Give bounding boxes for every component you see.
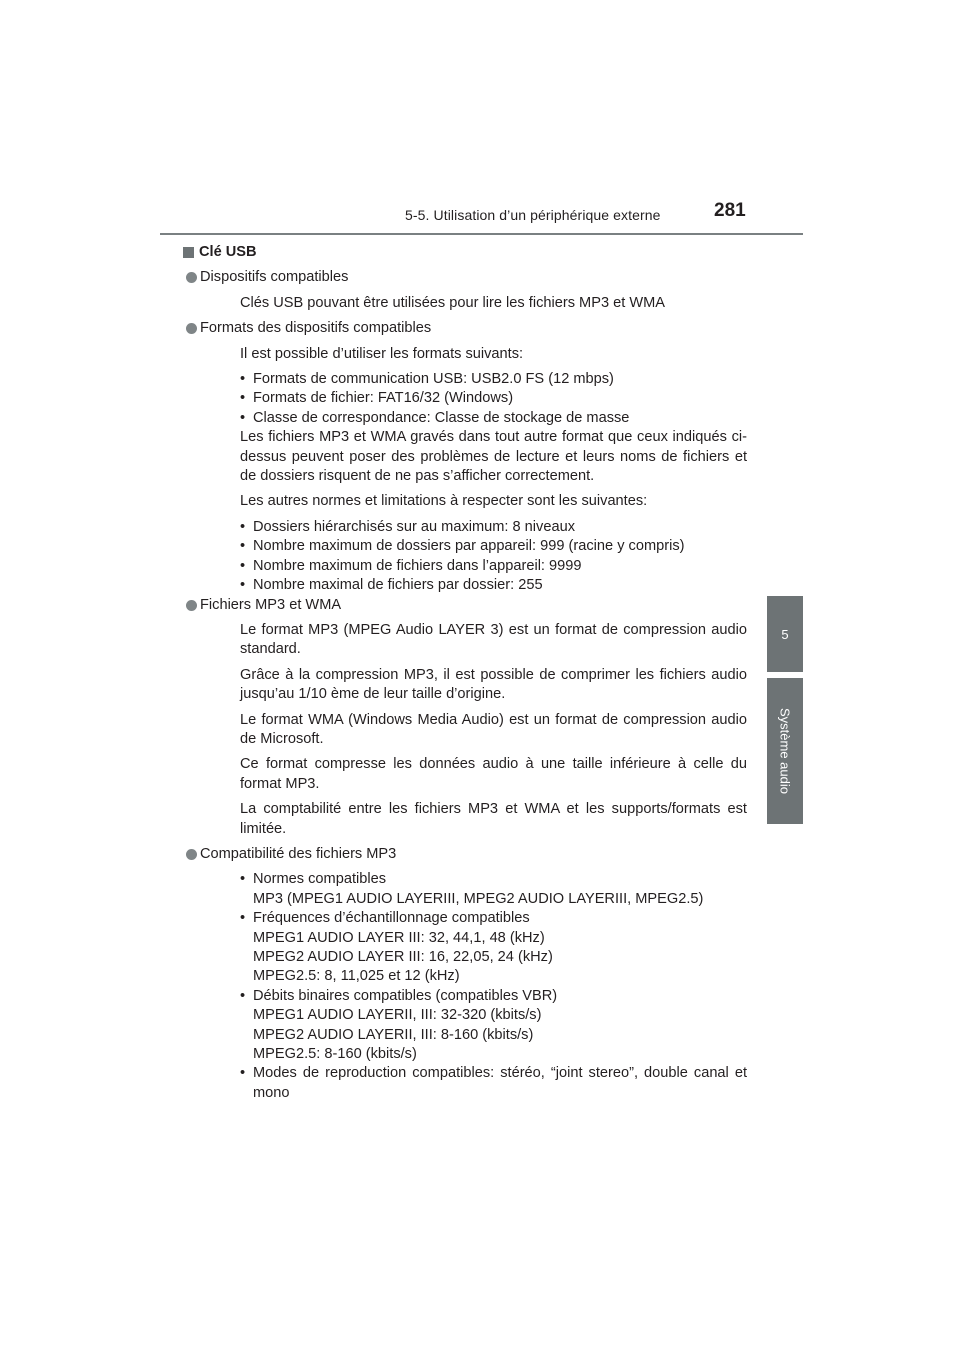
header-divider: [160, 233, 803, 235]
list-item-text: Nombre maximum de dossiers par appareil: 999 (racine y compris): [253, 538, 685, 555]
list-item-label: Fréquences d’échantillonnage compatibles: [253, 910, 530, 927]
paragraph: Le format WMA (Windows Media Audio) est un format de compression audio de Microsoft.: [240, 711, 747, 747]
dot-bullet-icon: •: [240, 371, 246, 388]
bullet-list: [200, 870, 747, 1103]
page-body: [200, 243, 747, 1103]
list-item-detail: MPEG2 AUDIO LAYER III: 16, 22,05, 24 (kHz): [253, 949, 553, 965]
dot-bullet-icon: •: [240, 910, 246, 927]
dot-bullet-icon: •: [240, 538, 246, 555]
chapter-number: 5: [781, 627, 789, 642]
paragraph: Ce format compresse les données audio à une taille inférieure à celle du format MP3.: [240, 756, 747, 792]
circle-bullet-icon: [186, 600, 197, 611]
chapter-tab-label: [767, 678, 803, 824]
list-item: [240, 389, 747, 408]
list-item-text: Formats de fichier: FAT16/32 (Windows): [253, 390, 514, 407]
paragraph: Le format MP3 (MPEG Audio LAYER 3) est un format de compression audio standard.: [240, 621, 747, 658]
list-item-text: Nombre maximum de fichiers dans l’appareil: 9999: [253, 557, 582, 574]
topic-item: [200, 268, 747, 287]
dot-bullet-icon: •: [240, 1065, 246, 1082]
dot-bullet-icon: •: [240, 409, 246, 426]
list-item-text: Dossiers hiérarchisés sur au maximum: 8 niveaux: [253, 518, 575, 535]
list-item-text: Classe de correspondance: Classe de stockage de masse: [253, 409, 630, 426]
dot-bullet-icon: •: [240, 577, 246, 594]
dot-bullet-icon: •: [240, 871, 246, 888]
paragraph: Il est possible d’utiliser les formats suivants:: [240, 345, 524, 362]
list-item: [240, 557, 747, 576]
page-number: 281: [714, 200, 746, 221]
dot-bullet-icon: •: [240, 518, 246, 535]
square-bullet-icon: [183, 247, 194, 258]
list-item-detail: MPEG1 AUDIO LAYERII, III: 32-320 (kbits/s): [253, 1007, 542, 1024]
list-item: [240, 518, 747, 537]
topic-item: [200, 845, 747, 864]
topic-title: Formats des dispositifs compatibles: [200, 320, 432, 337]
circle-bullet-icon: [186, 849, 197, 860]
list-item: [240, 537, 747, 556]
topic-item: [200, 319, 747, 338]
list-item: [240, 409, 747, 428]
topic-title: Dispositifs compatibles: [200, 269, 349, 286]
running-header-section-title: 5-5. Utilisation d’un périphérique externe: [405, 207, 661, 223]
paragraph: Les fichiers MP3 et WMA gravés dans tout autre format que ceux indiqués ci-dessus peuvent poser des problèmes de lecture et leurs noms de fichiers et de dossiers risquent de ne pas s’afficher correctement.: [240, 429, 747, 485]
list-item-label: Modes de reproduction compatibles: stéréo, “joint stereo”, double canal et mono: [253, 1065, 747, 1101]
list-item-text: Formats de communication USB: USB2.0 FS (12 mbps): [253, 371, 614, 388]
list-item-label: Normes compatibles: [253, 871, 387, 888]
dot-bullet-icon: •: [240, 390, 246, 407]
bullet-list: [200, 370, 747, 428]
section-heading-text: Clé USB: [199, 244, 257, 260]
dot-bullet-icon: •: [240, 557, 246, 574]
topic-item: [200, 596, 747, 615]
list-item-detail: MPEG2.5: 8-160 (kbits/s): [253, 1046, 417, 1063]
list-item: [240, 576, 747, 595]
topic-title: Compatibilité des fichiers MP3: [200, 845, 397, 862]
topic-title: Fichiers MP3 et WMA: [200, 596, 342, 613]
paragraph: Les autres normes et limitations à respecter sont les suivantes:: [240, 493, 648, 510]
list-item: [240, 1064, 747, 1103]
list-item: [240, 987, 747, 1065]
list-item: [240, 370, 747, 389]
section-heading: [183, 243, 747, 262]
list-item-label: Débits binaires compatibles (compatibles VBR): [253, 987, 558, 1004]
list-item: [240, 870, 747, 909]
paragraph: La comptabilité entre les fichiers MP3 et WMA et les supports/formats est limitée.: [240, 801, 747, 837]
list-item: [240, 909, 747, 987]
paragraph: Clés USB pouvant être utilisées pour lire les fichiers MP3 et WMA: [240, 294, 666, 311]
list-item-detail: MPEG2.5: 8, 11,025 et 12 (kHz): [253, 968, 460, 985]
dot-bullet-icon: •: [240, 987, 246, 1004]
chapter-tab-number: [767, 596, 803, 672]
chapter-title: Système audio: [777, 708, 793, 794]
list-item-detail: MPEG2 AUDIO LAYERII, III: 8-160 (kbits/s): [253, 1026, 534, 1043]
list-item-detail: MPEG1 AUDIO LAYER III: 32, 44,1, 48 (kHz): [253, 929, 545, 946]
bullet-list: [200, 518, 747, 596]
list-item-text: Nombre maximal de fichiers par dossier: 255: [253, 577, 543, 594]
list-item-detail: MP3 (MPEG1 AUDIO LAYERIII, MPEG2 AUDIO LAYERIII, MPEG2.5): [253, 890, 704, 907]
paragraph: Grâce à la compression MP3, il est possible de comprimer les fichiers audio jusqu’au 1/10 ème de leur taille d’origine.: [240, 666, 747, 703]
